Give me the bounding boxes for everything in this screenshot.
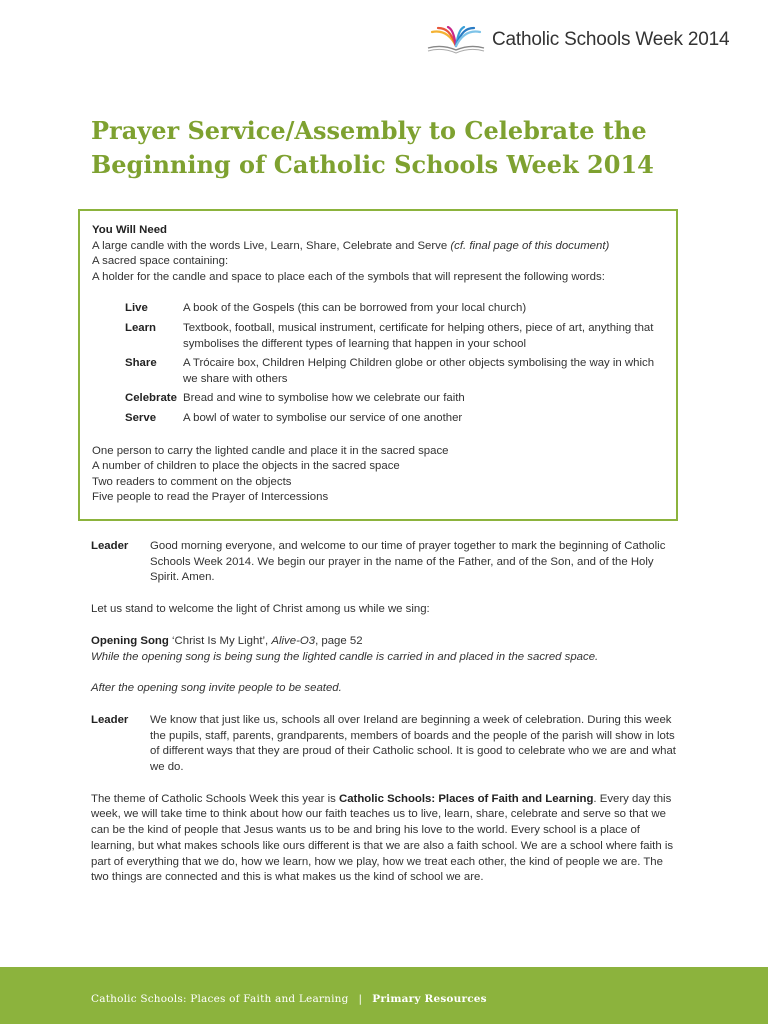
symbol-item-celebrate (125, 391, 664, 407)
page-title-line-1: Prayer Service/Assembly to Celebrate the (91, 116, 647, 145)
header-logo (424, 26, 729, 54)
footer-section-label: Primary Resources (372, 993, 487, 1005)
after-song-text: After the opening song invite people to be seated. (91, 682, 342, 695)
service-body (91, 539, 676, 886)
leader-text: Good morning everyone, and welcome to our time of prayer together to mark the beginning of Catholic Schools Week 2014. We begin our prayer in the name of the Father, and of the Son, and of the Holy Spirit. Amen. (150, 540, 666, 584)
people-line: Two readers to comment on the objects (92, 475, 292, 488)
symbol-item-live (125, 301, 664, 317)
sacred-space-line: A sacred space containing: (92, 255, 229, 268)
after-song-instruction (91, 681, 676, 697)
symbols-list (125, 301, 664, 426)
theme-intro: The theme of Catholic Schools Week this year is (91, 792, 339, 805)
symbol-item-learn (125, 321, 664, 352)
symbol-term: Learn (125, 321, 157, 334)
symbol-term: Serve (125, 411, 157, 424)
footer-separator: | (358, 993, 363, 1005)
candle-note: (cf. final page of this document) (450, 239, 610, 252)
leader-label: Leader (91, 713, 129, 726)
symbol-item-share (125, 356, 664, 387)
song-source: Alive-O3 (271, 634, 316, 647)
symbol-description: Bread and wine to symbolise how we celebrate our faith (183, 392, 465, 405)
footer-text (91, 993, 487, 1005)
people-line: Five people to read the Prayer of Intercessions (92, 491, 329, 504)
song-instruction (91, 650, 676, 666)
symbol-term: Celebrate (125, 392, 177, 405)
symbol-description: A book of the Gospels (this can be borrowed from your local church) (183, 302, 527, 315)
you-will-need-heading: You Will Need (92, 224, 167, 236)
leader-label: Leader (91, 540, 129, 552)
holder-line: A holder for the candle and space to place each of the symbols that will represent the following words: (92, 270, 605, 283)
symbol-description: Textbook, football, musical instrument, certificate for helping others, piece of art, anything that symbolises the different types of learning that happen in your school (183, 321, 654, 350)
header-title: Catholic Schools Week 2014 (492, 29, 730, 50)
candle-text: A large candle with the words Live, Learn, Share, Celebrate and Serve (92, 239, 451, 252)
page-title-line-2: Beginning of Catholic Schools Week 2014 (91, 150, 654, 179)
opening-song-line (91, 634, 676, 650)
theme-name: Catholic Schools: Places of Faith and Learning (338, 792, 594, 805)
stand-instruction: Let us stand to welcome the light of Christ among us while we sing: (91, 603, 430, 616)
symbol-term: Live (125, 302, 148, 315)
people-line: A number of children to place the objects in the sacred space (92, 460, 400, 473)
song-title: ‘Christ Is My Light’, (168, 634, 272, 647)
symbol-description: A bowl of water to symbolise our service of one another (183, 411, 463, 424)
people-line: One person to carry the lighted candle and place it in the sacred space (92, 444, 449, 457)
requirements-box (78, 209, 678, 521)
symbol-item-serve (125, 411, 664, 427)
footer-bar (0, 967, 768, 1024)
open-book-logo-icon (424, 26, 488, 54)
theme-rest: . Every day this week, we will take time to think about how our faith teaches us to live, learn, share, celebrate and serve so that we can be the kind of people that Jesus wants us to be and bring his love to the world. Every school is a place of learning, but what makes schools like ours different is that we are also a faith school. We are a school where faith is part of everything that we do, how we learn, how we play, how we treat each other, the kind of people we are. The two things are connected and this is what makes us the kind of school we are. (91, 792, 674, 884)
song-instruction-text: While the opening song is being sung the lighted candle is carried in and placed in the sacred space. (91, 650, 599, 663)
page-title (91, 114, 691, 182)
leader-welcome (91, 539, 676, 586)
symbol-term: Share (125, 357, 157, 370)
leader-text: We know that just like us, schools all over Ireland are beginning a week of celebration. During this week the pupils, staff, parents, grandparents, members of boards and the people of the parish will show in lots of different ways that they are proud of their Catholic school. It is good to celebrate who we are and what we do. (150, 713, 676, 774)
symbol-description: A Trócaire box, Children Helping Children globe or other objects symbolising the way in which we share with others (183, 357, 655, 385)
song-page: , page 52 (315, 634, 363, 647)
footer-series-title: Catholic Schools: Places of Faith and Learning (91, 993, 349, 1005)
theme-paragraph (91, 792, 676, 886)
opening-song-label: Opening Song (91, 634, 169, 647)
leader-reflection (91, 713, 676, 776)
candle-line (92, 239, 664, 255)
